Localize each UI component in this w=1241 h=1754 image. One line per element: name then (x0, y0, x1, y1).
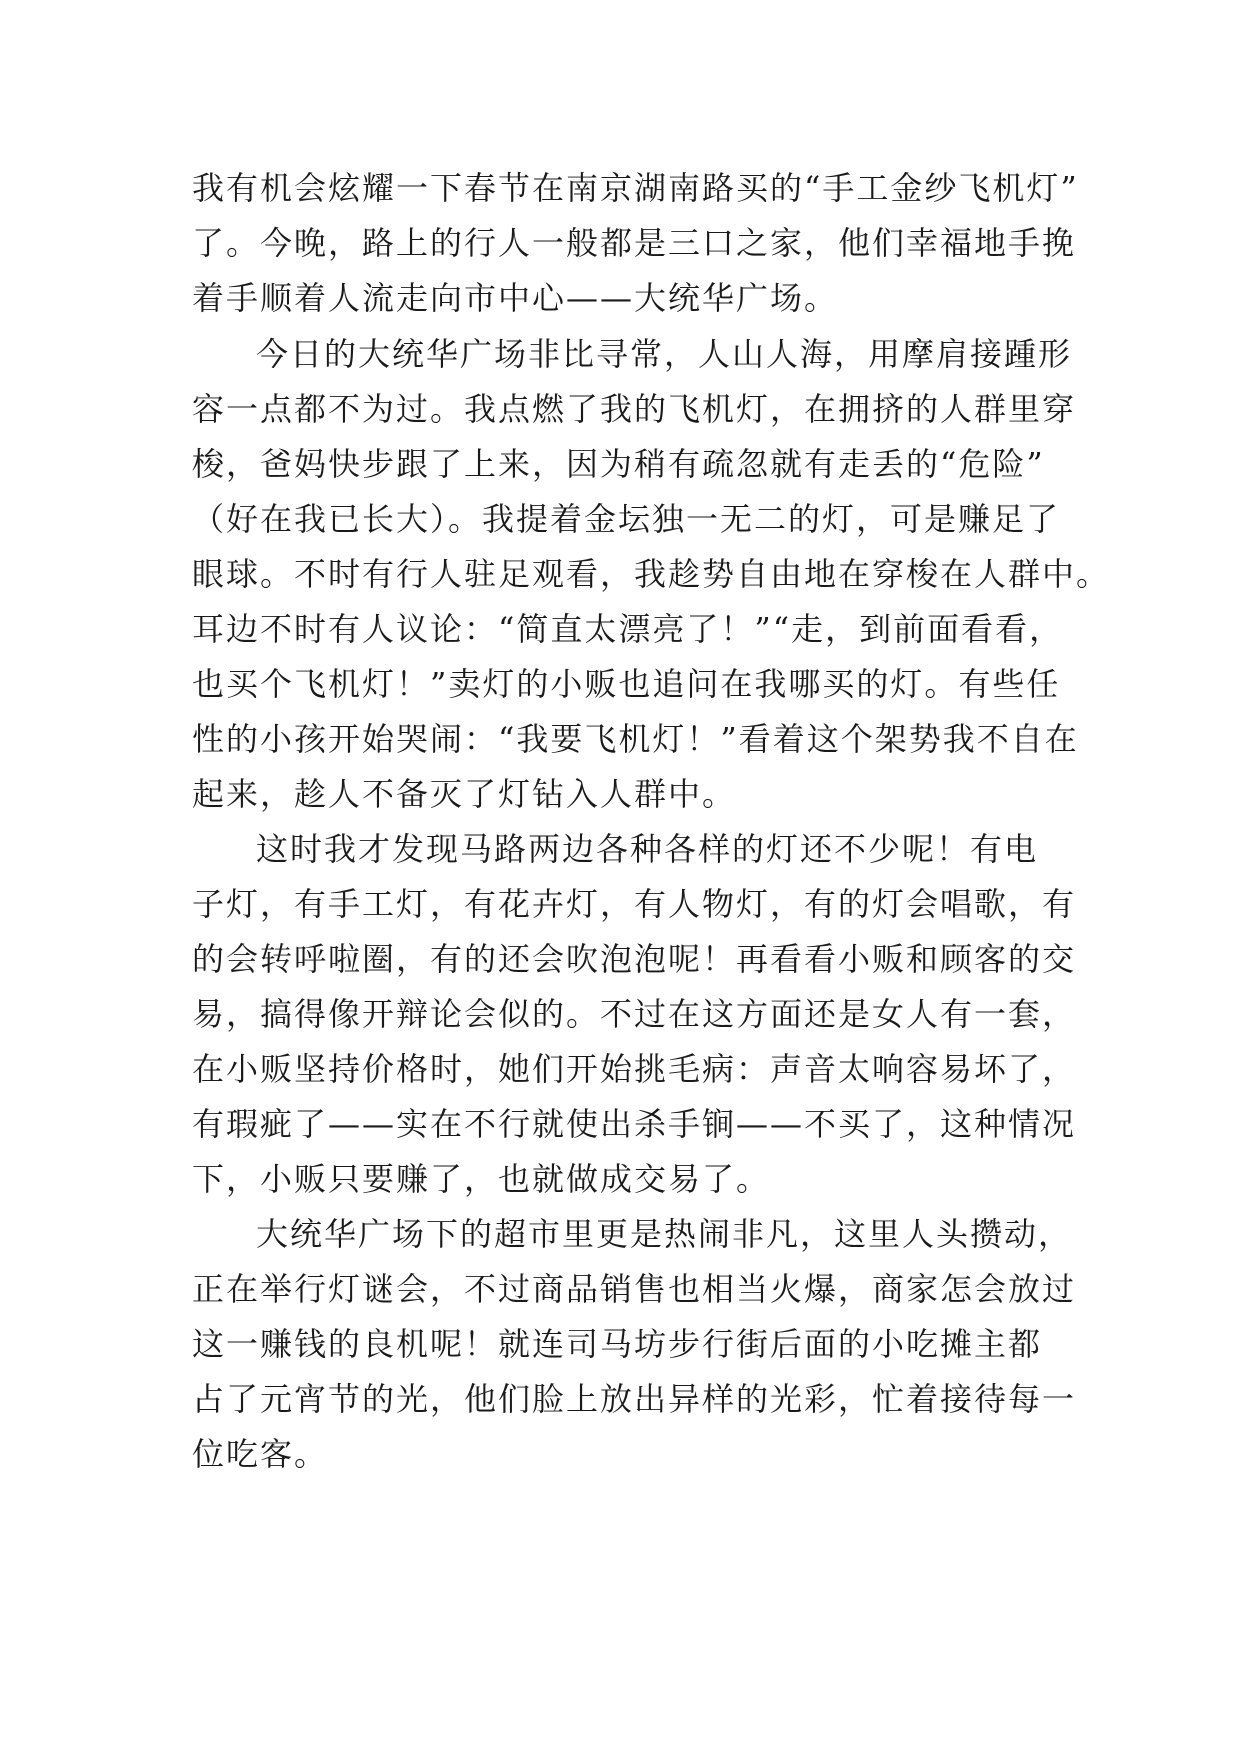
text-line: 占了元宵节的光，他们脸上放出异样的光彩，忙着接待每一 (192, 1380, 1077, 1418)
text-line: 在小贩坚持价格时，她们开始挑毛病：声音太响容易坏了， (192, 1050, 1077, 1088)
text-line: 了。今晚，路上的行人一般都是三口之家，他们幸福地手挽 (192, 224, 1077, 262)
text-line: 梭，爸妈快步跟了上来，因为稍有疏忽就有走丢的“危险” (192, 445, 1045, 483)
text-line: 起来，趁人不备灭了灯钻入人群中。 (192, 775, 737, 813)
text-line: 位吃客。 (192, 1435, 329, 1473)
text-line: 也买个飞机灯！”卖灯的小贩也追问在我哪买的灯。有些任 (192, 665, 1061, 703)
paragraph-first-line: 这时我才发现马路两边各种各样的灯还不少呢！有电 (256, 830, 1039, 868)
paragraph-first-line: 大统华广场下的超市里更是热闹非凡，这里人头攒动， (256, 1215, 1073, 1253)
text-line: （好在我已长大）。我提着金坛独一无二的灯，可是赚足了 (192, 500, 1061, 538)
text-line: 耳边不时有人议论：“简直太漂亮了！”“走，到前面看看， (192, 610, 1064, 648)
text-line: 这一赚钱的良机呢！就连司马坊步行街后面的小吃摊主都 (192, 1325, 1043, 1363)
text-line: 下，小贩只要赚了，也就做成交易了。 (192, 1160, 771, 1198)
text-line: 眼球。不时有行人驻足观看，我趁势自由地在穿梭在人群中。 (192, 555, 1111, 593)
text-line: 我有机会炫耀一下春节在南京湖南路买的“手工金纱飞机灯” (192, 169, 1079, 207)
text-line: 有瑕疵了——实在不行就使出杀手锏——不买了，这种情况 (192, 1105, 1077, 1143)
text-line: 的会转呼啦圈，有的还会吹泡泡呢！再看看小贩和顾客的交 (192, 940, 1077, 978)
text-line: 容一点都不为过。我点燃了我的飞机灯，在拥挤的人群里穿 (192, 390, 1077, 428)
text-line: 正在举行灯谜会，不过商品销售也相当火爆，商家怎会放过 (192, 1270, 1077, 1308)
paragraph-first-line: 今日的大统华广场非比寻常，人山人海，用摩肩接踵形 (256, 335, 1073, 373)
text-line: 子灯，有手工灯，有花卉灯，有人物灯，有的灯会唱歌，有 (192, 885, 1077, 923)
text-line: 性的小孩开始哭闹：“我要飞机灯！”看着这个架势我不自在 (192, 720, 1079, 758)
text-line: 易，搞得像开辩论会似的。不过在这方面还是女人有一套， (192, 995, 1077, 1033)
text-line: 着手顺着人流走向市中心——大统华广场。 (192, 279, 839, 317)
